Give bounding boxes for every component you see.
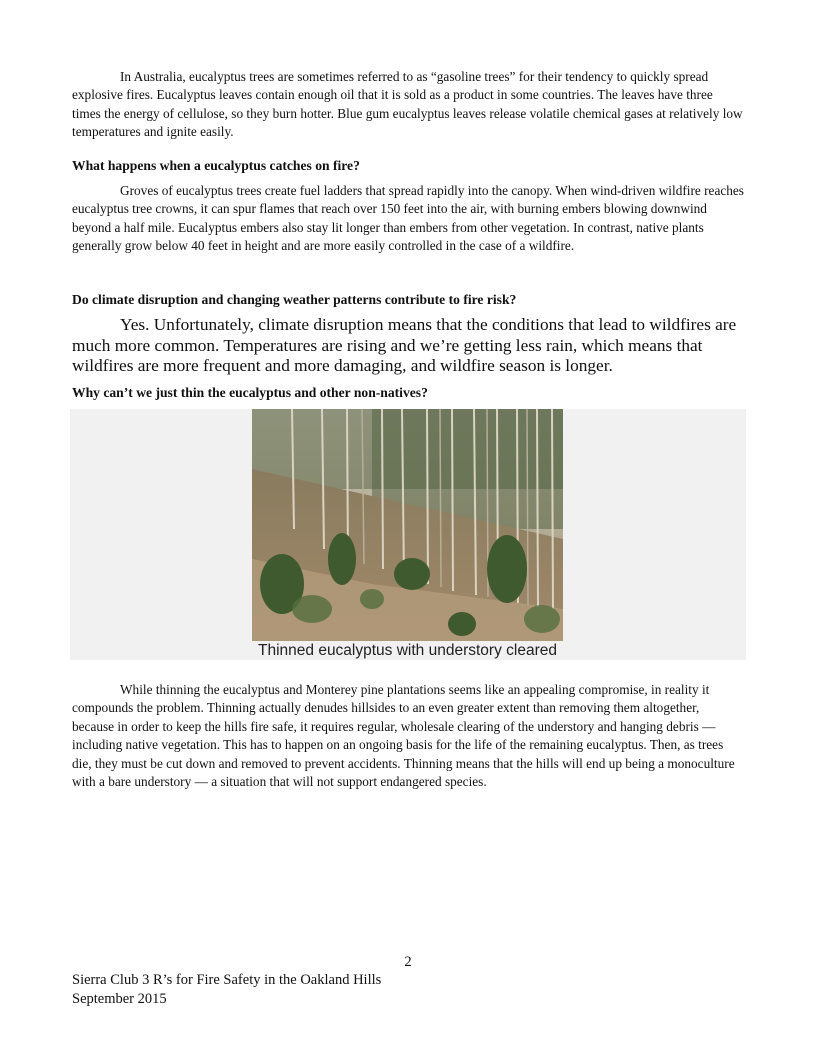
footer (72, 971, 381, 1008)
heading-eucalyptus-fire: What happens when a eucalyptus catches on fire? (72, 158, 360, 173)
footer-date: September 2015 (72, 990, 167, 1007)
forest-photo (252, 409, 563, 641)
footer-organization: Sierra Club 3 R’s for Fire Safety in the Oakland Hills (72, 972, 382, 988)
figure-caption: Thinned eucalyptus with understory cleared (258, 642, 557, 659)
paragraph-australia-gasoline-trees: In Australia, eucalyptus trees are sometimes referred to as “gasoline trees” for their tendency to quickly spread explosive fires. Eucalyptus leaves contain enough oil that it is sold as a product in some countries. The leaves have three times the energy of cellulose, so they burn hotter. Blue gum eucalyptus leaves release volatile chemical gases at relatively low temperatures and ignite easily. (72, 69, 743, 140)
paragraph-fuel-ladders: Groves of eucalyptus trees create fuel ladders that spread rapidly into the canopy. When wind-driven wildfire reaches eucalyptus tree crowns, it can spur flames that reach over 150 feet into the air, with burning embers blowing downwind beyond a half mile. Eucalyptus embers also stay lit longer than embers from other vegetation. In contrast, native plants generally grow below 40 feet in height and are more easily controlled in the case of a wildfire. (72, 183, 744, 254)
heading-climate-disruption: Do climate disruption and changing weather patterns contribute to fire risk? (72, 292, 517, 307)
paragraph-climate-answer: Yes. Unfortunately, climate disruption means that the conditions that lead to wildfires are much more common. Temperatures are rising and we’re getting less rain, which means that wildfires are more frequent and more damaging, and wildfire season is longer. (72, 315, 737, 376)
paragraph-thinning-problem: While thinning the eucalyptus and Monterey pine plantations seems like an appealing compromise, in reality it compounds the problem. Thinning actually denudes hillsides to an even greater extent than removing them altogether, because in order to keep the hills fire safe, it requires regular, wholesale clearing of the understory and hanging debris — including native vegetation. This has to happen on an ongoing basis for the life of the remaining eucalyptus. Then, as trees die, they must be cut down and removed to prevent accidents. Thinning means that the hills will end up being a monoculture with a bare understory — a situation that will not support endangered species. (72, 682, 735, 790)
figure-thinned-eucalyptus (70, 409, 746, 660)
page-number: 2 (404, 954, 412, 970)
heading-thinning-question: Why can’t we just thin the eucalyptus and other non-natives? (72, 385, 428, 400)
